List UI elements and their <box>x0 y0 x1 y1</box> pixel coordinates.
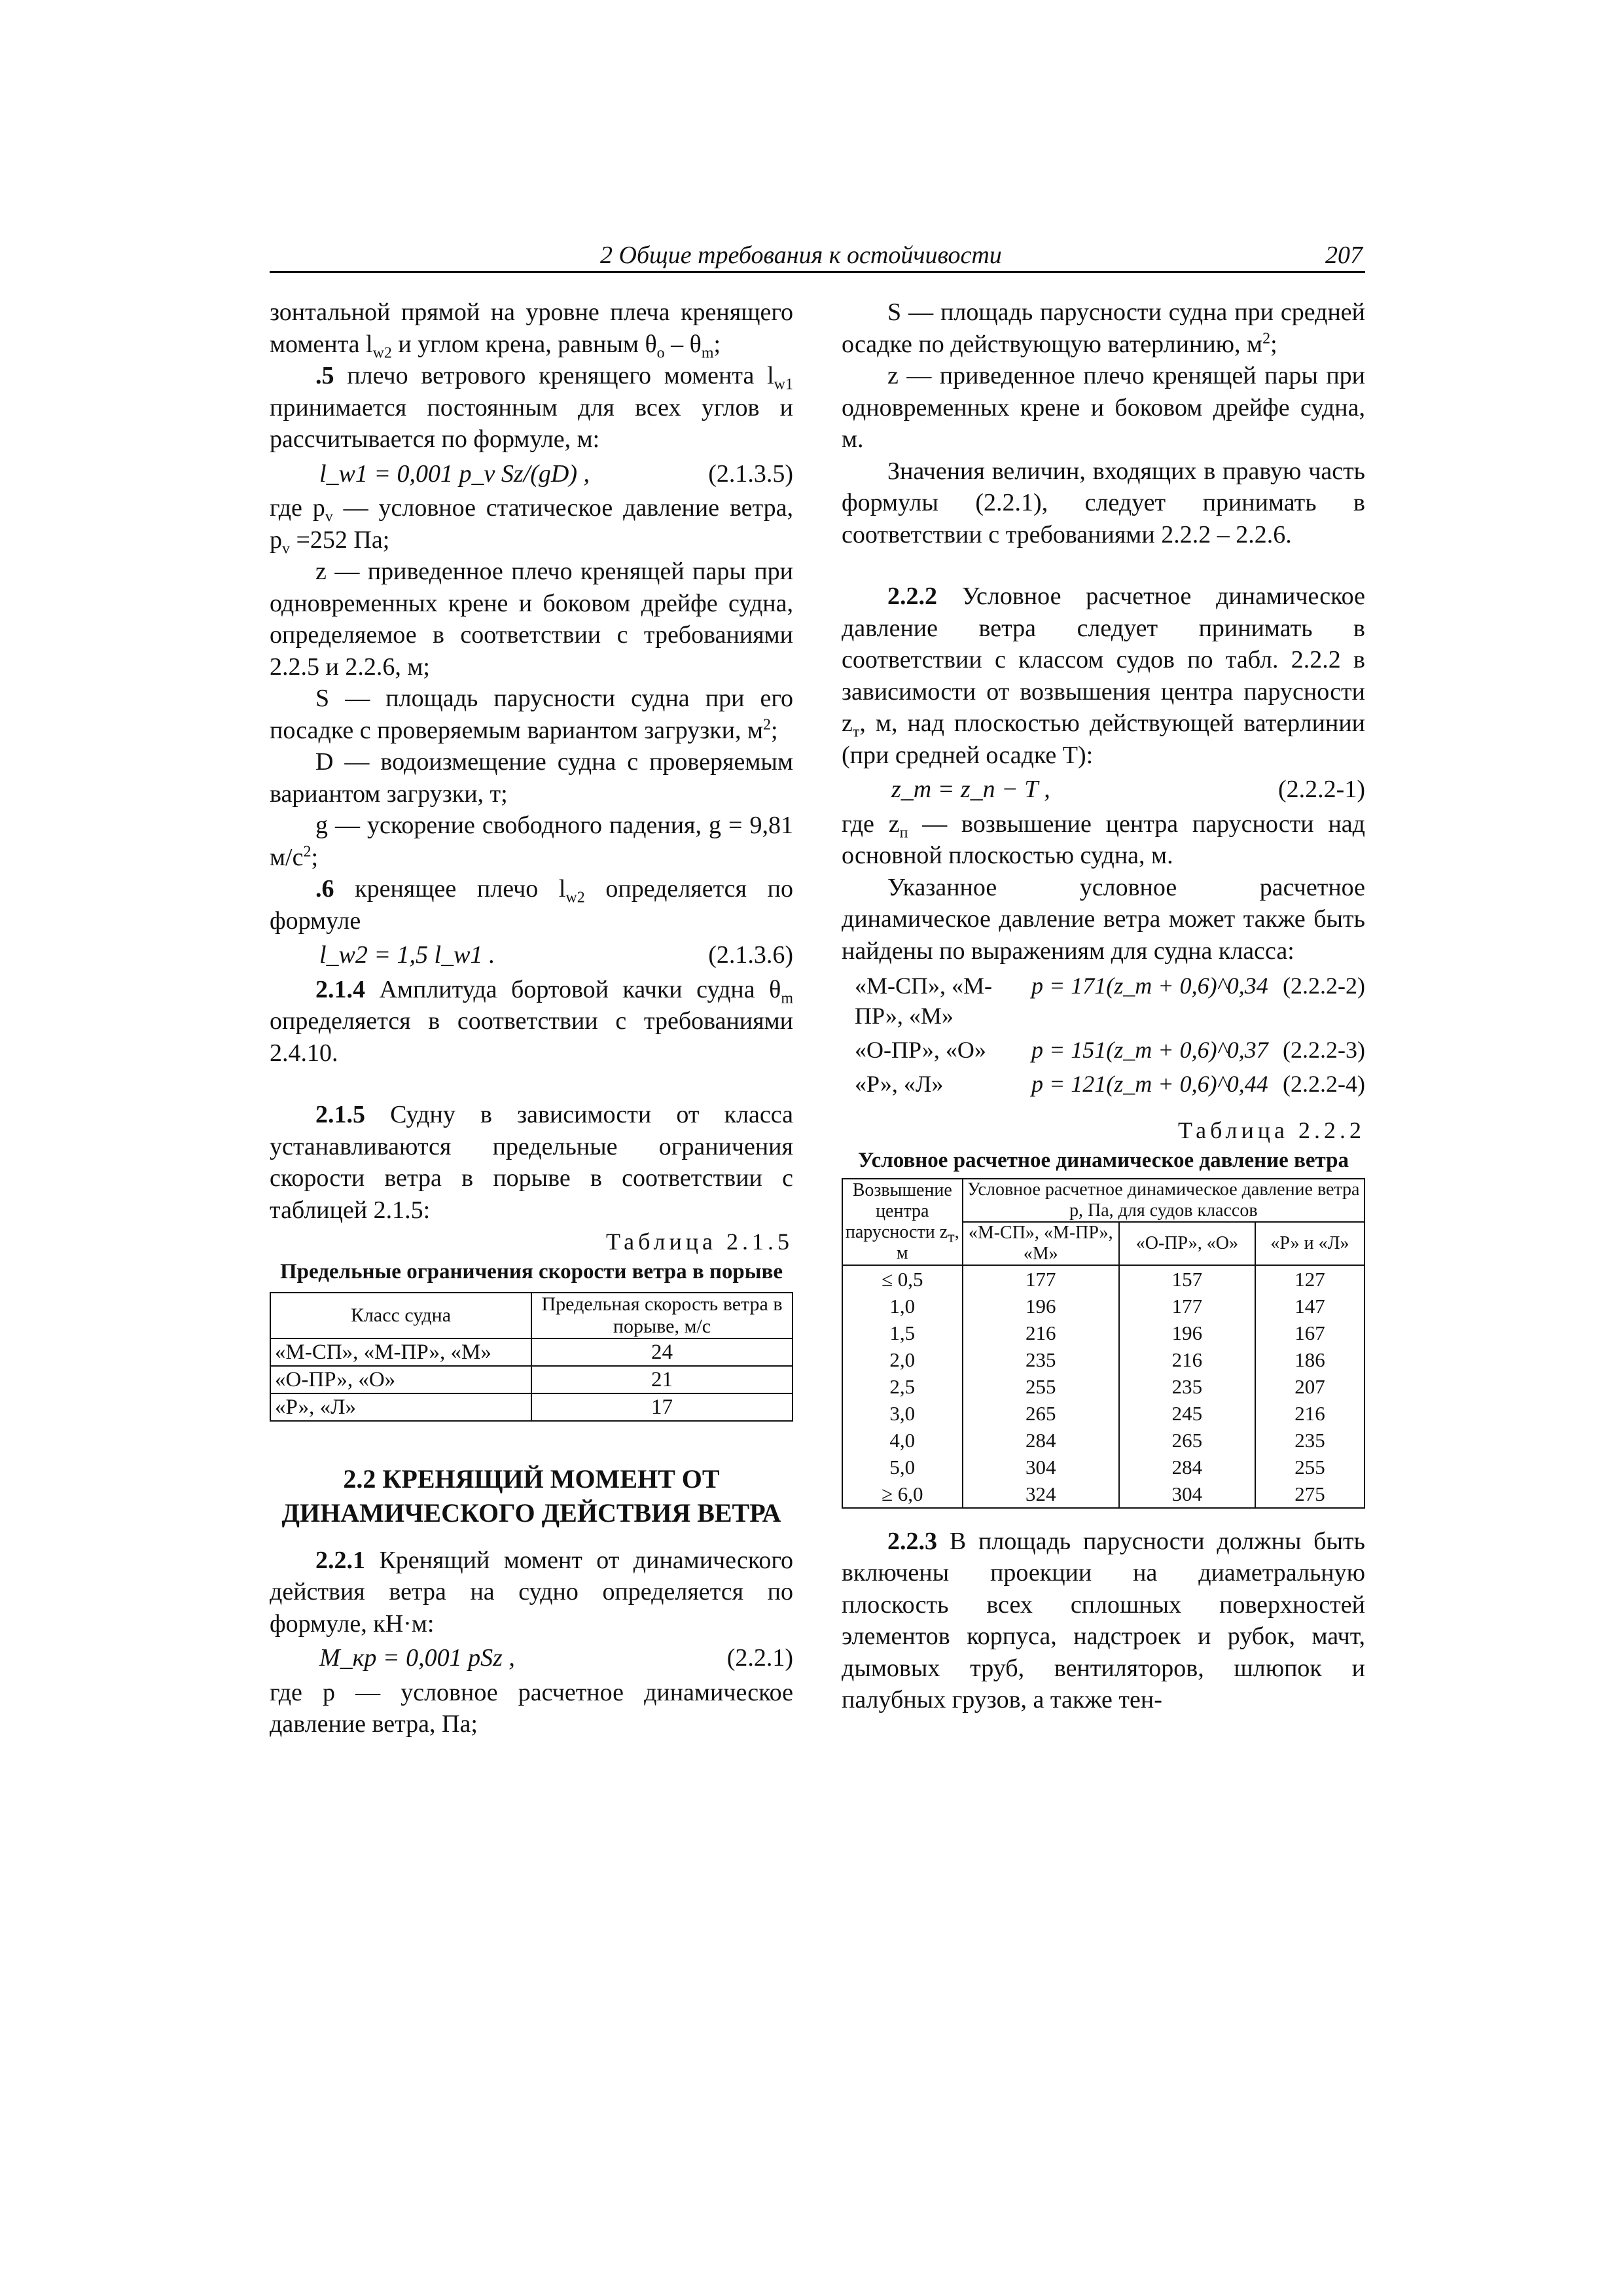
class-formula: p = 171(z_т + 0,6)^0,34 <box>1031 973 1268 999</box>
table-2-1-5 <box>270 1292 793 1422</box>
table-row <box>842 1427 1364 1454</box>
formula-number: (2.2.2-1) <box>1278 776 1365 803</box>
section-heading-2-2: 2.2 КРЕНЯЩИЙ МОМЕНТ ОТ ДИНАМИЧЕСКОГО ДЕЙСТВИЯ ВЕТРА <box>281 1463 781 1528</box>
running-header <box>270 241 1365 273</box>
table-cell: 235 <box>963 1346 1119 1373</box>
class-label: «М-СП», «М-ПР», «М» <box>855 973 993 1029</box>
table-cell: 17 <box>531 1393 793 1421</box>
formula-number: (2.2.2-3) <box>1283 1037 1365 1063</box>
section-2-1-4: 2.1.4 Амплитуда бортовой качки судна $\theta_m$ определяется в соответствии с требованиями 2.4.10. <box>270 975 793 1067</box>
table-cell: 216 <box>963 1319 1119 1346</box>
table-cell: 304 <box>1119 1480 1255 1508</box>
table-cell: 324 <box>963 1480 1119 1508</box>
table-cell: 127 <box>1255 1265 1364 1293</box>
table-cell: «О-ПР», «О» <box>270 1366 531 1393</box>
table-cell: 216 <box>1119 1346 1255 1373</box>
table-header: Класс судна <box>270 1293 531 1338</box>
section-2-2-1: 2.2.1 Кренящий момент от динамического действия ветра на судно определяется по формуле, кН·м: <box>270 1546 793 1638</box>
table-cell: 284 <box>1119 1454 1255 1480</box>
formula-2-1-3-5 <box>270 458 793 490</box>
formula-number: (2.1.3.6) <box>708 941 793 969</box>
table-2-2-2-caption: Таблица 2.2.2 <box>1178 1117 1365 1143</box>
table-row <box>842 1346 1364 1373</box>
table-2-1-5-caption: Таблица 2.1.5 <box>606 1229 793 1255</box>
table-cell: 196 <box>963 1293 1119 1319</box>
table-row <box>842 1265 1364 1293</box>
class-formula: p = 151(z_т + 0,6)^0,37 <box>1031 1037 1268 1063</box>
table-cell: 4,0 <box>842 1427 963 1454</box>
def-d: D — водоизмещение судна с проверяемым вариантом загрузки, т; <box>270 748 793 808</box>
table-cell: 304 <box>963 1454 1119 1480</box>
table-header: «Р» и «Л» <box>1255 1222 1364 1265</box>
table-cell: 245 <box>1119 1400 1255 1427</box>
formula-expression: M_кр = 0,001 pSz , <box>319 1644 515 1672</box>
table-header: «О-ПР», «О» <box>1119 1222 1255 1265</box>
table-cell: 255 <box>963 1373 1119 1400</box>
table-cell: ≥ 6,0 <box>842 1480 963 1508</box>
formula-expression: z_т = z_п − T , <box>891 776 1050 803</box>
table-cell: 5,0 <box>842 1454 963 1480</box>
table-2-2-2 <box>842 1178 1365 1509</box>
table-cell: 275 <box>1255 1480 1364 1508</box>
item-6: .6 кренящее плечо $l_{w2}$ определяется по формуле <box>270 875 793 935</box>
formula-2-2-2-1 <box>842 774 1365 806</box>
table-cell: 21 <box>531 1366 793 1393</box>
formula-number: (2.2.2-4) <box>1283 1071 1365 1097</box>
formula-2-1-3-6 <box>270 939 793 971</box>
table-cell: «Р», «Л» <box>270 1393 531 1421</box>
table-cell: 216 <box>1255 1400 1364 1427</box>
section-2-1-5: 2.1.5 Судну в зависимости от класса устанавливаются предельные ограничения скорости ветра в порыве в соответствии с таблицей 2.1.5: <box>270 1101 793 1224</box>
formula-number: (2.1.3.5) <box>708 459 793 488</box>
indicated-paragraph: Указанное условное расчетное динамическое давление ветра может также быть найдены по выражениям для судна класса: <box>842 873 1365 965</box>
table-cell: 167 <box>1255 1319 1364 1346</box>
formula-number: (2.2.1) <box>726 1644 793 1672</box>
table-cell: 1,5 <box>842 1319 963 1346</box>
table-2-1-5-title: Предельные ограничения скорости ветра в порыве <box>279 1259 783 1283</box>
class-formula: p = 121(z_т + 0,6)^0,44 <box>1031 1071 1268 1097</box>
table-row <box>842 1373 1364 1400</box>
table-cell: 255 <box>1255 1454 1364 1480</box>
paragraph-continuation: зонтальной прямой на уровне плеча кренящего момента $l_{w2}$ и углом крена, равным $\theta_o - \theta_m$; <box>270 298 793 362</box>
table-row <box>842 1319 1364 1346</box>
table-row <box>842 1480 1364 1508</box>
def-s: S — площадь парусности судна при его посадке с проверяемым вариантом загрузки, $м^2$; <box>270 685 793 744</box>
table-header: Предельная скорость ветра в порыве, м/с <box>531 1293 793 1338</box>
table-cell: 177 <box>1119 1293 1255 1319</box>
table-cell: 2,0 <box>842 1346 963 1373</box>
table-cell: 284 <box>963 1427 1119 1454</box>
def-zp: где $z_п$ — возвышение центра парусности над основной плоскостью судна, м. <box>842 810 1365 869</box>
def-p: где p — условное расчетное динамическое давление ветра, Па; <box>270 1678 793 1738</box>
table-cell: 186 <box>1255 1346 1364 1373</box>
formula-2-2-1 <box>270 1642 793 1674</box>
values-paragraph: Значения величин, входящих в правую часть формулы (2.2.1), следует принимать в соответствии с требованиями 2.2.2 – 2.2.6. <box>842 457 1365 548</box>
class-label: «О-ПР», «О» <box>855 1037 986 1063</box>
table-row <box>270 1338 793 1366</box>
table-header: Условное расчетное динамическое давление ветра p, Па, для судов классов <box>963 1179 1364 1222</box>
table-2-2-2-title: Условное расчетное динамическое давление ветра <box>857 1148 1349 1172</box>
section-2-2-3: 2.2.3 В площадь парусности должны быть включены проекции на диаметральную плоскость всех сплошных поверхностей элементов корпуса, надстроек и рубок, мачт, дымовых труб, вентиляторов, шлюпок и палубных грузов, а также тен- <box>842 1527 1365 1713</box>
table-cell: 177 <box>963 1265 1119 1293</box>
table-row <box>842 1293 1364 1319</box>
table-cell: 235 <box>1255 1427 1364 1454</box>
class-formula-row <box>842 1035 1365 1065</box>
table-row <box>270 1366 793 1393</box>
document-page <box>270 241 1365 1995</box>
header-title: 2 Общие требования к остойчивости <box>600 242 1002 269</box>
where-pv: где $p_v$ — условное статическое давление ветра, $p_v =252$ Па; <box>270 494 793 558</box>
def-s-right: S — площадь парусности судна при средней осадке по действующую ватерлинию, $м^2$; <box>842 298 1365 358</box>
table-cell: 235 <box>1119 1373 1255 1400</box>
item-5: .5 плечо ветрового кренящего момента $l_{w1}$ принимается постоянным для всех углов и рассчитывается по формуле, м: <box>270 362 793 453</box>
table-cell: 196 <box>1119 1319 1255 1346</box>
formula-expression: l_w2 = 1,5 l_w1 . <box>319 941 495 969</box>
class-formula-row <box>842 971 1365 1031</box>
left-column <box>270 296 793 1740</box>
formula-expression: l_w1 = 0,001 p_v Sz/(gD) , <box>319 459 590 488</box>
def-z-right: z — приведенное плечо кренящей пары при одновременных крене и боковом дрейфе судна, м. <box>842 362 1365 453</box>
class-formula-row <box>842 1069 1365 1099</box>
table-cell: 207 <box>1255 1373 1364 1400</box>
table-row <box>842 1400 1364 1427</box>
section-2-2-2: 2.2.2 Условное расчетное динамическое давление ветра следует принимать в соответствии с классом судов по табл. 2.2.2 в зависимости от возвышения центра парусности $z_т$, м, над плоскостью действующей ватерлинии (при средней осадке T): <box>842 583 1365 769</box>
page-number: 207 <box>1325 242 1363 269</box>
table-cell: 2,5 <box>842 1373 963 1400</box>
table-cell: 157 <box>1119 1265 1255 1293</box>
table-cell: ≤ 0,5 <box>842 1265 963 1293</box>
def-z: z — приведенное плечо кренящей пары при одновременных крене и боковом дрейфе судна, определяемое в соответствии с требованиями 2.2.5 и 2.2.6, м; <box>270 558 793 681</box>
table-cell: 24 <box>531 1338 793 1366</box>
table-cell: 1,0 <box>842 1293 963 1319</box>
formula-number: (2.2.2-2) <box>1283 973 1365 999</box>
table-cell: 265 <box>963 1400 1119 1427</box>
table-header: Возвышение центра парусности $z_т$, м <box>842 1179 963 1265</box>
class-label: «Р», «Л» <box>855 1071 944 1097</box>
table-header: «М-СП», «М-ПР», «М» <box>963 1222 1119 1265</box>
def-g: g — ускорение свободного падения, g = 9,81 $м/с^2$; <box>270 812 793 871</box>
right-column <box>842 296 1365 1716</box>
table-cell: 3,0 <box>842 1400 963 1427</box>
table-cell: 147 <box>1255 1293 1364 1319</box>
table-row <box>842 1454 1364 1480</box>
table-cell: 265 <box>1119 1427 1255 1454</box>
table-cell: «М-СП», «М-ПР», «М» <box>270 1338 531 1366</box>
table-row <box>270 1393 793 1421</box>
